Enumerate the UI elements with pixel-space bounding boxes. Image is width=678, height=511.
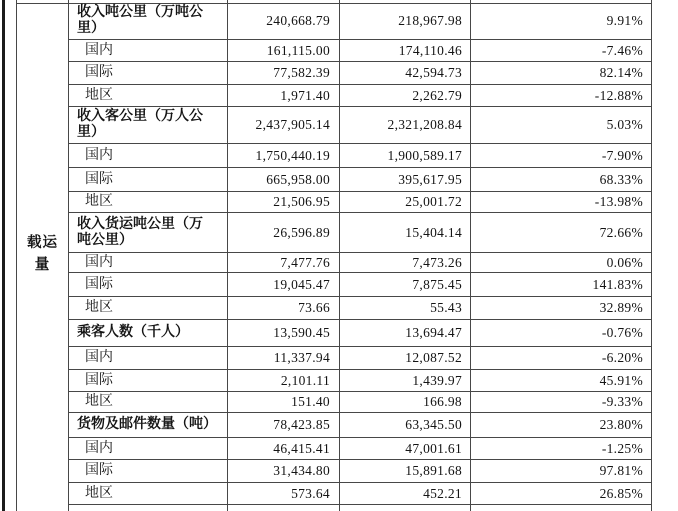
prior-period-value-cell: 55.43 [430,300,462,315]
row-label: 国际 [85,372,113,388]
row-label-cell [68,438,227,459]
row-label-cell [68,213,227,252]
change-percent-cell: 82.14% [599,65,643,80]
table-body [68,3,651,505]
table-left-border [2,0,5,511]
prior-period-value-cell: 12,087.52 [405,350,462,365]
row-label: 国际 [85,276,113,292]
prior-period-value-cell: 1,900,589.17 [387,147,462,163]
current-period-value-cell: 161,115.00 [266,42,330,58]
change-percent-cell: 141.83% [592,276,643,292]
table-row [68,438,651,460]
row-label: 国际 [85,463,113,478]
table-row [68,85,651,107]
row-label: 国内 [85,254,113,270]
prior-period-value-cell: 218,967.98 [398,13,462,28]
row-label-cell [68,144,227,167]
row-label: 地区 [85,300,113,315]
table-row [68,297,651,320]
change-percent-cell: 0.06% [606,254,643,270]
row-label-cell [68,168,227,191]
prior-period-value-cell: 7,473.26 [412,254,462,270]
row-group-label: 载运量 [27,235,58,273]
change-percent-cell: 72.66% [599,224,643,240]
change-percent-cell: -13.98% [594,194,643,209]
row-label-cell [68,320,227,346]
table-row [68,192,651,213]
current-period-value-cell: 46,415.41 [273,440,330,456]
current-period-value-cell: 7,477.76 [280,254,330,270]
current-period-value-cell: 13,590.45 [273,325,330,340]
prior-period-value-cell: 2,321,208.84 [387,117,462,132]
row-label-cell [68,273,227,296]
current-period-value-cell: 573.64 [291,485,330,501]
current-period-value-cell: 151.40 [291,394,330,409]
table-row [68,144,651,168]
prior-period-value-cell: 1,439.97 [412,372,462,388]
prior-period-value-cell: 25,001.72 [405,194,462,209]
change-percent-cell: 23.80% [599,417,643,432]
current-period-value-cell: 240,668.79 [266,13,330,28]
row-label: 收入吨公里（万吨公里） [77,5,203,36]
row-label-cell [68,413,227,437]
row-label-cell [68,347,227,369]
table-row [68,413,651,438]
row-label-cell [68,253,227,272]
change-percent-cell: -7.90% [601,147,643,163]
row-label: 地区 [85,394,113,409]
table-row [68,347,651,370]
current-period-value-cell: 19,045.47 [273,276,330,292]
current-period-value-cell: 1,971.40 [280,87,330,103]
change-percent-cell: 32.89% [599,300,643,315]
prior-period-value-cell: 166.98 [423,394,462,409]
row-label: 国内 [85,440,113,456]
change-percent-cell: 5.03% [606,117,643,132]
row-label-cell [68,483,227,504]
current-period-value-cell: 77,582.39 [273,65,330,80]
row-label: 国际 [85,171,113,187]
row-label-cell [68,3,227,39]
row-label-cell [68,297,227,319]
row-label: 地区 [85,87,113,103]
change-percent-cell: -12.88% [594,87,643,103]
change-percent-cell: -1.25% [601,440,643,456]
prior-period-value-cell: 174,110.46 [398,42,462,58]
row-label: 乘客人数（千人） [77,325,189,340]
current-period-value-cell: 31,434.80 [273,463,330,478]
table-row [68,62,651,85]
prior-period-value-cell: 395,617.95 [398,171,462,187]
current-period-value-cell: 1,750,440.19 [255,147,330,163]
prior-period-value-cell: 42,594.73 [405,65,462,80]
change-percent-cell: -6.20% [601,350,643,365]
row-label-cell [68,370,227,391]
row-label-cell [68,192,227,212]
prior-period-value-cell: 452.21 [423,485,462,501]
table-row [68,273,651,297]
table-row [68,392,651,413]
prior-period-value-cell: 15,891.68 [405,463,462,478]
current-period-value-cell: 11,337.94 [273,350,330,365]
change-percent-cell: -7.46% [601,42,643,58]
row-label-cell [68,62,227,84]
table-row [68,320,651,347]
row-label-cell [68,392,227,412]
row-group-cell [17,3,68,505]
change-percent-cell: 26.85% [599,485,643,501]
current-period-value-cell: 2,101.11 [280,372,330,388]
prior-period-value-cell: 2,262.79 [412,87,462,103]
row-label-cell [68,107,227,143]
row-label: 国内 [85,147,113,163]
row-label: 国际 [85,65,113,80]
table-row [68,107,651,144]
current-period-value-cell: 78,423.85 [273,417,330,432]
prior-period-value-cell: 15,404.14 [405,224,462,240]
current-period-value-cell: 2,437,905.14 [255,117,330,132]
change-percent-cell: 68.33% [599,171,643,187]
change-percent-cell: -9.33% [601,394,643,409]
prior-period-value-cell: 13,694.47 [405,325,462,340]
current-period-value-cell: 21,506.95 [273,194,330,209]
prior-period-value-cell: 7,875.45 [412,276,462,292]
prior-period-value-cell: 47,001.61 [405,440,462,456]
current-period-value-cell: 73.66 [298,300,330,315]
row-label: 收入客公里（万人公里） [77,109,203,140]
table-row [68,168,651,192]
table-row [68,460,651,483]
row-label: 地区 [85,485,113,501]
row-label: 收入货运吨公里（万吨公里） [77,216,203,248]
current-period-value-cell: 26,596.89 [273,224,330,240]
table-row [68,253,651,273]
table-row [68,370,651,392]
row-label-cell [68,85,227,106]
change-percent-cell: 45.91% [599,372,643,388]
table-row [68,213,651,253]
current-period-value-cell: 665,958.00 [266,171,330,187]
row-label: 货物及邮件数量（吨） [77,417,217,432]
table-row [68,3,651,40]
row-label: 国内 [85,350,113,365]
table-vertical-border [651,0,652,511]
row-label-cell [68,40,227,61]
table-row [68,483,651,505]
table-row [68,40,651,62]
change-percent-cell: 97.81% [599,463,643,478]
change-percent-cell: -0.76% [601,325,643,340]
prior-period-value-cell: 63,345.50 [405,417,462,432]
change-percent-cell: 9.91% [606,13,643,28]
row-label: 地区 [85,194,113,209]
row-label: 国内 [85,42,113,58]
row-label-cell [68,460,227,482]
